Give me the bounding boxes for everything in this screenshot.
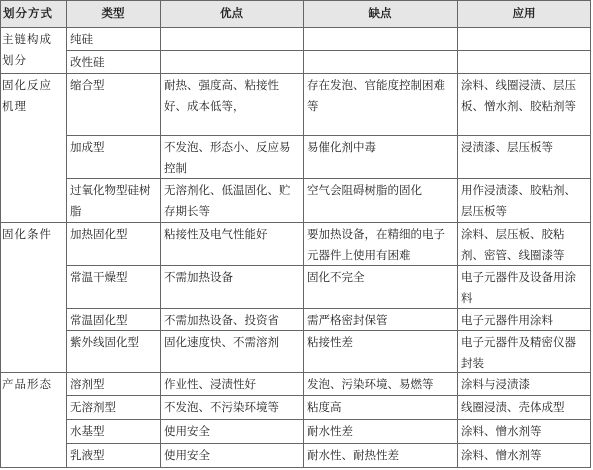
table-row: [0, 419, 591, 443]
grid-line-horizontal: [0, 222, 591, 223]
table-row: [0, 50, 591, 73]
cons-cell: 需严格密封保管: [307, 313, 388, 327]
grid-line-vertical: [303, 0, 304, 468]
cons-cell: 粘接性差: [307, 335, 353, 349]
table-row: [0, 222, 591, 265]
grid-line-horizontal: [66, 308, 591, 309]
type-cell: 乳液型: [70, 448, 105, 462]
pros-cell: 不发泡、形态小、反应易控制: [164, 140, 291, 175]
header-classification-method: 划分方式: [0, 0, 66, 27]
apps-cell: 电子元器件及设备用涂料: [461, 270, 576, 305]
apps-cell: 涂料、层压板、胶粘剂、密管、线圈漆等: [461, 227, 565, 262]
grid-line-horizontal: [0, 73, 591, 74]
apps-cell: 用作浸渍漆、胶粘剂、层压板等: [461, 183, 576, 218]
cons-cell: 耐水性差: [307, 424, 353, 438]
pros-cell: 固化速度快、不需溶剂: [164, 335, 279, 349]
cons-cell: 粘度高: [307, 400, 342, 414]
header-advantages: 优点: [160, 0, 303, 27]
table-header-row: [0, 0, 591, 27]
grid-line-horizontal: [66, 178, 591, 179]
type-cell: 加热固化型: [70, 227, 128, 241]
grid-line-vertical: [0, 0, 1, 468]
type-cell: 缩合型: [70, 78, 105, 92]
type-cell: 溶剂型: [70, 377, 105, 391]
grid-line-horizontal: [66, 50, 591, 51]
apps-cell: 电子元器件用涂料: [461, 313, 553, 327]
type-cell: 常温干燥型: [70, 270, 128, 284]
table-row: [0, 265, 591, 308]
table-row: [0, 372, 591, 395]
pros-cell: 不需加热设备、投资省: [164, 313, 279, 327]
apps-cell: 线圈浸渍、壳体成型: [461, 400, 565, 414]
grid-line-horizontal: [66, 395, 591, 396]
apps-cell: 涂料、憎水剂等: [461, 424, 542, 438]
group-label: 主链构成划分: [2, 32, 52, 67]
pros-cell: 作业性、浸渍性好: [164, 377, 256, 391]
cons-cell: 固化不完全: [307, 270, 365, 284]
table-row: [0, 73, 591, 135]
apps-cell: 涂料、憎水剂等: [461, 448, 542, 462]
pros-cell: [160, 27, 303, 50]
cons-cell: 易催化剂中毒: [307, 140, 376, 154]
type-cell: 改性硅: [70, 55, 105, 69]
pros-cell: 使用安全: [164, 424, 210, 438]
table-row: [0, 330, 591, 372]
header-applications: 应用: [457, 0, 591, 27]
grid-line-horizontal: [0, 0, 591, 1]
table-row: [0, 395, 591, 419]
grid-line-horizontal: [66, 135, 591, 136]
apps-cell: 涂料、线圈浸渍、层压板、憎水剂、胶粘剂等: [461, 78, 576, 113]
cons-cell: 存在发泡、官能度控制困难等: [307, 78, 445, 113]
group-label: 固化条件: [2, 227, 52, 241]
apps-cell: 电子元器件及精密仪器封装: [461, 335, 576, 370]
type-cell: 加成型: [70, 140, 105, 154]
apps-cell: [457, 50, 591, 73]
pros-cell: 粘接性及电气性能好: [164, 227, 268, 241]
cons-cell: 要加热设备，在精细的电子元器件上使用有困难: [307, 227, 445, 262]
grid-line-horizontal: [0, 467, 591, 468]
pros-cell: [160, 50, 303, 73]
apps-cell: 浸渍漆、层压板等: [461, 140, 553, 154]
pros-cell: 耐热、强度高、粘接性好、成本低等，: [164, 78, 279, 113]
grid-line-vertical: [160, 0, 161, 468]
grid-line-horizontal: [66, 443, 591, 444]
pros-cell: 无溶剂化、低温固化、贮存期长等: [164, 183, 291, 218]
pros-cell: 使用安全: [164, 448, 210, 462]
type-cell: 紫外线固化型: [70, 335, 139, 349]
table-row: [0, 443, 591, 468]
grid-line-vertical: [590, 0, 591, 468]
type-cell: 纯硅: [70, 32, 93, 46]
header-disadvantages: 缺点: [303, 0, 457, 27]
table-row: [0, 308, 591, 330]
grid-line-vertical: [66, 0, 67, 468]
table-row: [0, 135, 591, 178]
grid-line-horizontal: [66, 419, 591, 420]
cons-cell: [303, 50, 457, 73]
pros-cell: 不需加热设备: [164, 270, 233, 284]
group-label: 固化反应机理: [2, 78, 52, 113]
cons-cell: 空气会阻碍树脂的固化: [307, 183, 422, 197]
type-cell: 无溶剂型: [70, 400, 116, 414]
table-row: [0, 27, 591, 50]
grid-line-horizontal: [0, 372, 591, 373]
grid-line-horizontal: [0, 27, 591, 28]
group-label: 产品形态: [2, 377, 52, 391]
type-cell: 过氧化物型硅树脂: [70, 183, 151, 218]
table-row: [0, 178, 591, 222]
type-cell: 常温固化型: [70, 313, 128, 327]
pros-cell: 不发泡、不污染环境等: [164, 400, 279, 414]
apps-cell: 涂料与浸渍漆: [461, 377, 530, 391]
grid-line-horizontal: [66, 330, 591, 331]
cons-cell: 发泡、污染环境、易燃等: [307, 377, 434, 391]
cons-cell: 耐水性、耐热性差: [307, 448, 399, 462]
header-type: 类型: [66, 0, 160, 27]
apps-cell: [457, 27, 591, 50]
cons-cell: [303, 27, 457, 50]
type-cell: 水基型: [70, 424, 105, 438]
grid-line-vertical: [457, 0, 458, 468]
grid-line-horizontal: [66, 265, 591, 266]
